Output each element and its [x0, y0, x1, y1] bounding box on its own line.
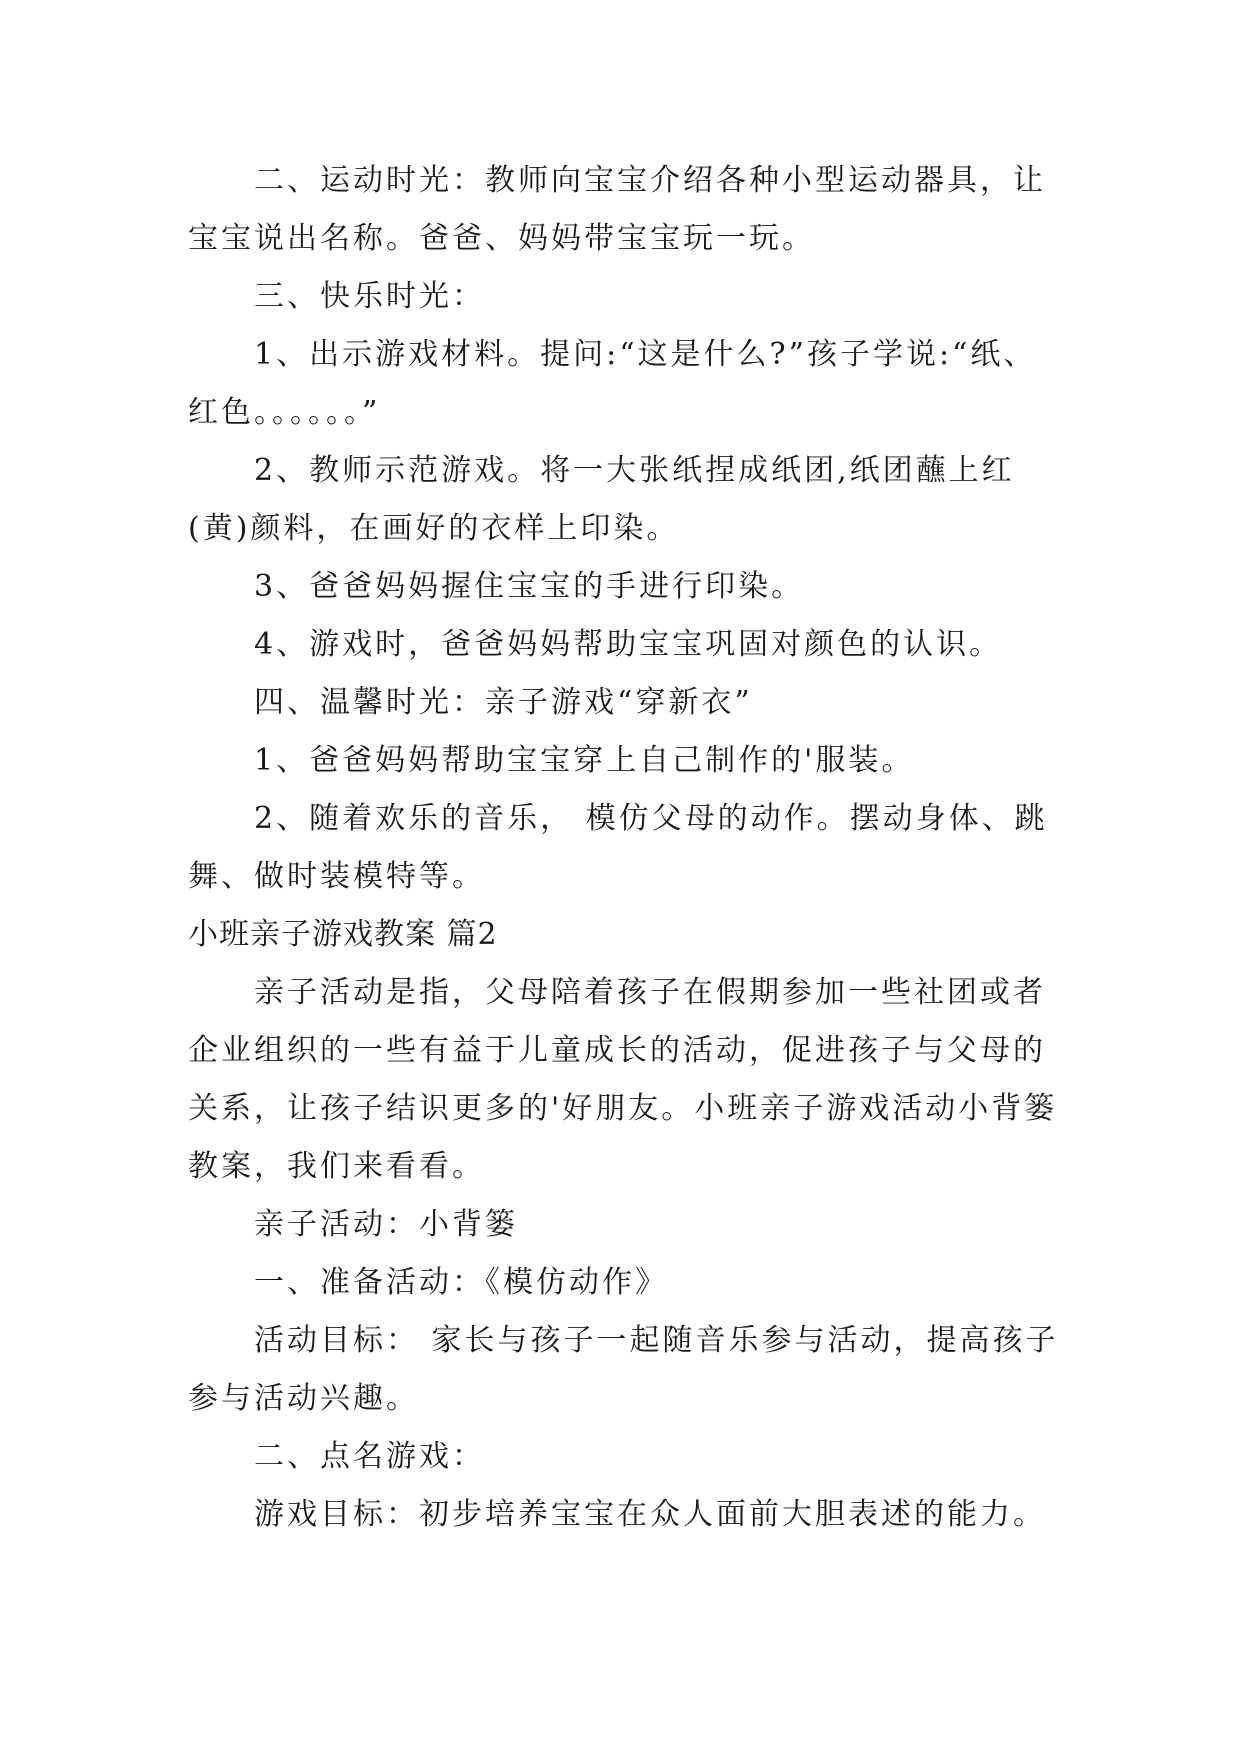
paragraph: 二、运动时光：教师向宝宝介绍各种小型运动器具，让宝宝说出名称。爸爸、妈妈带宝宝玩一玩。 [188, 163, 1046, 256]
paragraph: 亲子活动：小背篓 [254, 1207, 518, 1242]
paragraph: 一、准备活动：《模仿动作》 [254, 1265, 668, 1300]
paragraph: 1、出示游戏材料。提问:“这是什么?”孩子学说:“纸、红色。。。。。。” [188, 337, 1037, 430]
paragraph: 2、随着欢乐的音乐， 模仿父母的动作。摆动身体、跳舞、做时装模特等。 [188, 801, 1048, 894]
paragraph: 1、爸爸妈妈帮助宝宝穿上自己制作的'服装。 [254, 743, 915, 778]
paragraph: 活动目标： 家长与孩子一起随音乐参与活动，提高孩子参与活动兴趣。 [188, 1323, 1059, 1416]
paragraph: 3、爸爸妈妈握住宝宝的手进行印染。 [254, 569, 805, 604]
paragraph: 亲子活动是指，父母陪着孩子在假期参加一些社团或者企业组织的一些有益于儿童成长的活动，促进孩子与父母的关系，让孩子结识更多的'好朋友。小班亲子游戏活动小背篓教案，我们来看看。 [188, 975, 1058, 1184]
section-heading: 小班亲子游戏教案 篇2 [188, 917, 498, 952]
paragraph: 4、游戏时，爸爸妈妈帮助宝宝巩固对颜色的认识。 [254, 627, 1003, 662]
paragraph: 三、快乐时光： [254, 279, 485, 314]
paragraph: 游戏目标：初步培养宝宝在众人面前大胆表述的能力。 [254, 1497, 1046, 1532]
paragraph: 二、点名游戏： [254, 1439, 485, 1474]
document-body [188, 152, 1068, 1544]
paragraph: 2、教师示范游戏。将一大张纸捏成纸团,纸团蘸上红(黄)颜料，在画好的衣样上印染。 [188, 453, 1015, 546]
paragraph: 四、温馨时光：亲子游戏“穿新衣” [254, 685, 753, 720]
